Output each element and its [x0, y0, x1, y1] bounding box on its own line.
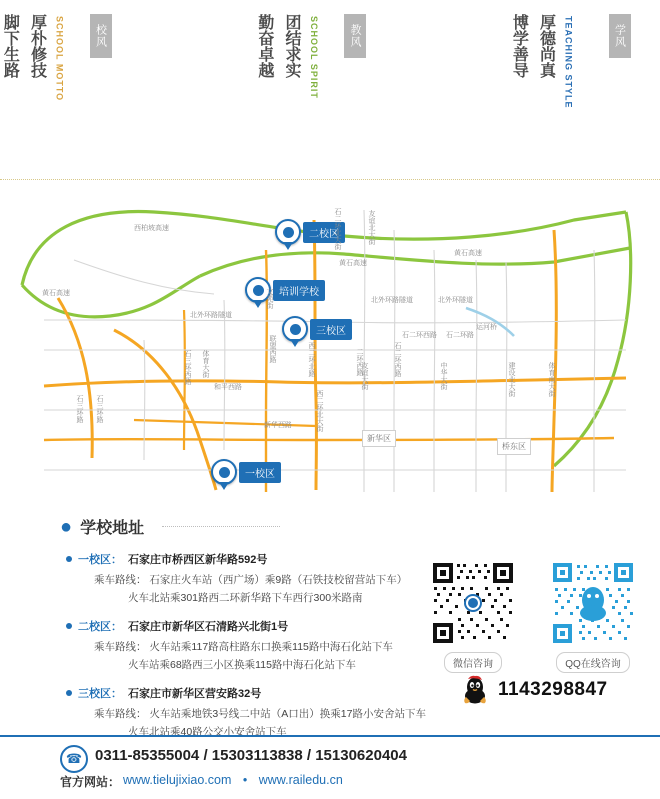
map-road-label: 黄石高速: [454, 248, 482, 258]
map-road-label: 石二环西路: [402, 330, 437, 340]
campus-name: 三校区：: [78, 685, 122, 701]
campus-block-3: [66, 685, 426, 739]
bullet-icon: [66, 556, 72, 562]
wechat-qr-caption: 微信咨询: [444, 652, 502, 673]
map-road-label: 北外环路隧道: [190, 310, 232, 320]
motto-group-school-spirit: [77, 14, 320, 99]
campus-block-2: [66, 618, 393, 672]
map-road-label: 友谊大街: [359, 362, 369, 390]
motto-en-teaching-style: TEACHING STYLE: [564, 14, 574, 109]
map-marker-label: 培训学校: [273, 280, 325, 301]
bullet-icon: [66, 690, 72, 696]
campus-route-line: 乘车路线： 火车站乘117路高柱路东口换乘115路中海石化站下车: [94, 639, 393, 654]
motto-en-school-spirit: SCHOOL SPIRIT: [309, 14, 319, 99]
map-road-label: 联盟西路: [267, 335, 277, 363]
campus-name: 一校区：: [78, 551, 122, 567]
campus-header: [66, 551, 407, 567]
wechat-qr-code: [430, 560, 516, 646]
motto-label-teaching-style: 教风: [344, 14, 366, 58]
motto-col-text: 博学善导: [507, 14, 530, 78]
campus-block-1: [66, 551, 407, 605]
motto-col-text: 团结求实: [280, 14, 303, 78]
campus-route-line: 乘车路线： 火车站乘地铁3号线二中站（A口出）换乘17路小安舍站下车: [94, 706, 426, 721]
qq-qr-code: [550, 560, 636, 646]
address-heading: [60, 515, 280, 538]
footer-website-label: 官方网站：: [60, 773, 120, 790]
map-road-label: 运河桥: [476, 322, 497, 332]
map-marker-campus-3[interactable]: [282, 316, 352, 342]
map-pin-icon: [275, 219, 301, 245]
map-marker-campus-1[interactable]: [211, 459, 281, 485]
bullet-icon: [66, 623, 72, 629]
map-road-label: 友谊北大街: [366, 210, 376, 245]
map-marker-training-school[interactable]: [245, 277, 325, 303]
footer-website-2[interactable]: www.railedu.cn: [259, 773, 343, 787]
map-pin-icon: [211, 459, 237, 485]
motto-label-style-of-study: 学风: [609, 14, 631, 58]
wechat-qr-svg: [430, 560, 516, 646]
footer-contact-bar: [0, 735, 660, 799]
map-road-label: 二环西路: [354, 348, 364, 376]
map-road-label: 石三环西路: [182, 350, 192, 385]
footer-phone-numbers: 0311-85355004 / 15303113838 / 15130620404: [95, 747, 407, 764]
footer-website-1[interactable]: www.tielujixiao.com: [123, 773, 231, 787]
campus-route-line: 火车北站乘301路西二环新华路下车西行300米路南: [128, 590, 407, 605]
campus-address: 石家庄市桥西区新华路592号: [128, 551, 267, 567]
map-road-label: 北外环隧道: [438, 295, 473, 305]
qq-contact-row: [462, 675, 608, 705]
map-road-label: 西二环北大街: [314, 390, 324, 432]
address-section: [0, 505, 660, 735]
address-title: 学校地址: [80, 515, 144, 538]
map-road-label: 西二环北路: [306, 342, 316, 377]
map-district-label: 新华区: [362, 430, 396, 447]
motto-group-style-of-study: [586, 14, 660, 107]
motto-group-school-motto: [0, 14, 65, 101]
campus-address: 石家庄市新华区营安路32号: [128, 685, 261, 701]
map-district-label: 桥东区: [497, 438, 531, 455]
map-road-label: 石二环北大街: [332, 208, 342, 250]
motto-col-text: 厚朴修技: [25, 14, 48, 78]
map-road-label: 石二环路: [446, 330, 474, 340]
campus-address: 石家庄市新华区石清路兴北街1号: [128, 618, 288, 634]
map-road-label: 黄石高速: [42, 288, 70, 298]
map-road-label: 石三环路: [74, 395, 84, 423]
map-road-label: 建设北大街: [506, 362, 516, 397]
motto-en-school-motto: SCHOOL MOTTO: [55, 14, 65, 101]
campus-location-map[interactable]: [14, 190, 646, 495]
qq-qr-svg: [550, 560, 636, 646]
map-road-label: 黄石高速: [339, 258, 367, 268]
map-road-label: 和平西路: [214, 382, 242, 392]
motto-group-teaching-style: [331, 14, 574, 109]
qq-number: 1143298847: [498, 679, 608, 701]
map-road-label: 石二环西路: [392, 342, 402, 377]
motto-col-text: 脚下生路: [0, 14, 21, 78]
map-road-label: 石三环路: [94, 395, 104, 423]
map-road-label: 新华西路: [264, 420, 292, 430]
motto-col-text: 厚德尚真: [534, 14, 557, 78]
wechat-qr-item: [430, 560, 516, 673]
map-marker-label: 二校区: [303, 222, 345, 243]
location-pin-icon: ●: [60, 517, 72, 537]
campus-header: [66, 618, 393, 634]
footer-website-links: [123, 773, 343, 787]
motto-band: [0, 0, 660, 180]
map-road-label: 文苑街: [264, 288, 274, 309]
map-pin-icon: [282, 316, 308, 342]
motto-col-text: 勤奋卓越: [253, 14, 276, 78]
qq-penguin-icon: [462, 675, 488, 705]
map-road-label: 体育大街: [200, 350, 210, 378]
phone-icon: ☎: [60, 745, 88, 773]
qq-qr-caption: QQ在线咨询: [556, 652, 630, 673]
map-marker-label: 三校区: [310, 319, 352, 340]
map-marker-label: 一校区: [239, 462, 281, 483]
map-road-label: 中华大街: [438, 362, 448, 390]
campus-header: [66, 685, 426, 701]
campus-route-line: 乘车路线： 石家庄火车站（西广场）乘9路（石铁技校留营站下车）: [94, 572, 407, 587]
qq-qr-item: [550, 560, 636, 673]
motto-divider: [0, 179, 660, 180]
campus-route-line: 火车站乘68路西三小区换乘115路中海石化站下车: [128, 657, 393, 672]
address-rule: [162, 526, 280, 527]
qr-code-area: [430, 560, 636, 673]
map-road-label: 西柏坡高速: [134, 223, 169, 233]
map-road-label: 北外环路隧道: [371, 295, 413, 305]
motto-label-school-spirit: 校风: [90, 14, 112, 58]
campus-name: 二校区：: [78, 618, 122, 634]
footer-separator: •: [243, 773, 247, 787]
campus-route-line: 火车北站乘40路公交小安舍站下车: [128, 724, 426, 739]
map-road-label: 体育南大街: [546, 362, 556, 397]
